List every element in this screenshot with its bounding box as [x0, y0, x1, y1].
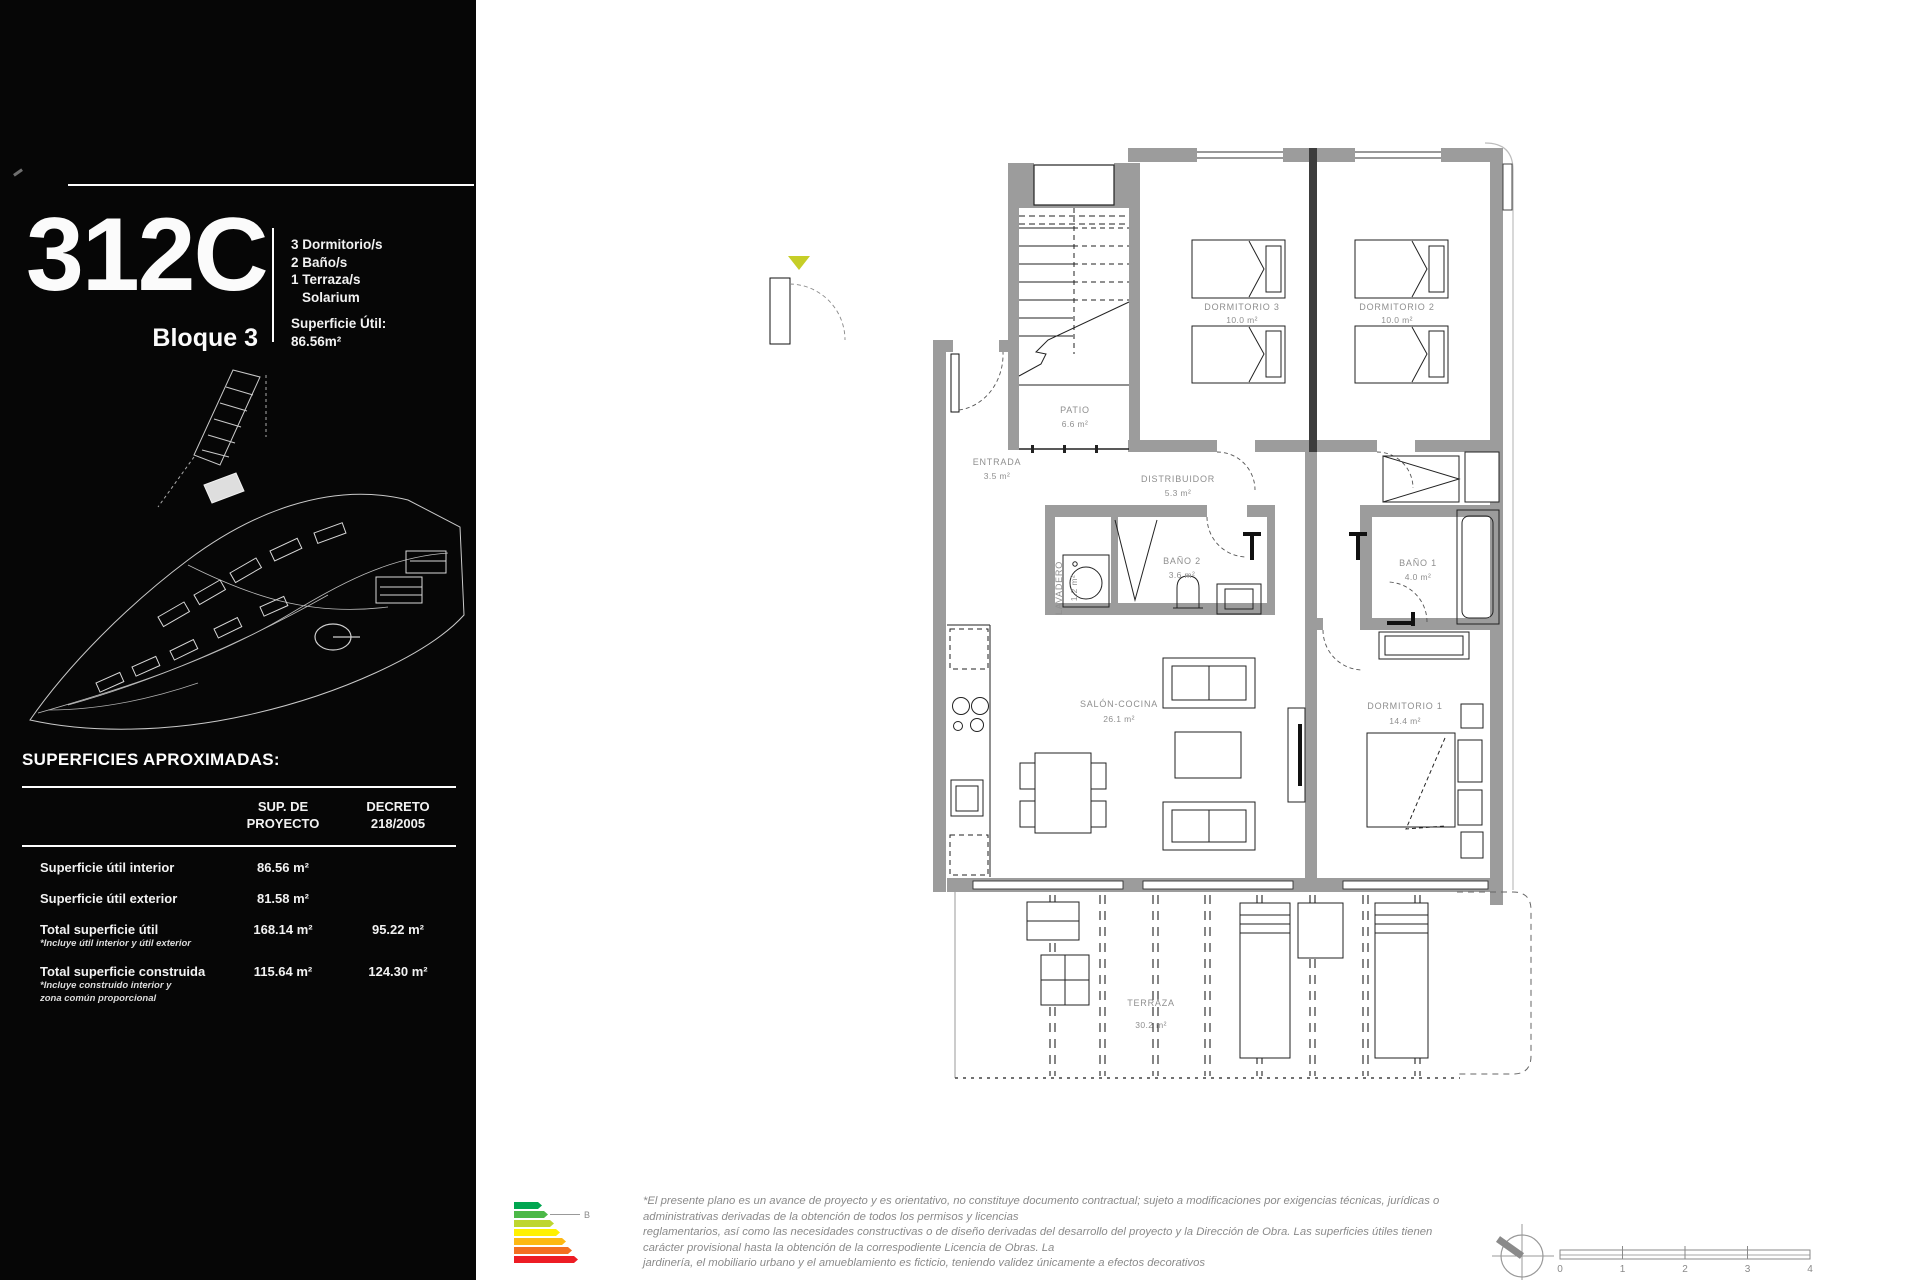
sidebar	[0, 0, 476, 1280]
duct-box	[1034, 165, 1114, 205]
site-plan-illustration	[8, 365, 468, 755]
svg-text:3: 3	[1744, 1264, 1751, 1275]
survey-marker	[315, 624, 360, 650]
surface-util-title: Superficie Útil:	[291, 316, 387, 331]
solarium-outline	[1457, 892, 1531, 1074]
wall-bedroom-divider	[1309, 148, 1317, 452]
feature-solarium: Solarium	[302, 289, 360, 305]
entry-door	[951, 352, 1003, 412]
hall-wardrobe	[1383, 452, 1499, 502]
level-marker-icon	[788, 256, 810, 270]
disclaimer-text: *El presente plano es un avance de proyecto y es orientativo, no constituye documento contractual; sujeto a modificaciones por exigencias técnicas, jurídicas o administrativas derivadas de la obtención de todos los permisos y licencias reglamentarios, así como las necesidades constructivas o de diseño derivadas del desarrollo del proyecto y la Dirección de Obra. Las superficies útiles tienen carácter provisional hasta la obtención de la correspodiente Licencia de Obras. La jardinería, el mobiliario urbano y el amueblamiento es ficticio, teniendo validez únicamente a efectos decorativos	[643, 1195, 1440, 1270]
feature-bathrooms: 2 Baño/s	[291, 254, 348, 270]
energy-bars	[514, 1202, 578, 1263]
surface-util-value: 86.56m²	[291, 334, 342, 349]
column-header-decree: DECRETO 218/2005	[366, 799, 430, 831]
table-row-note: *Incluye útil interior y útil exterior	[40, 938, 191, 949]
room-label-lavadero: LAVADERO	[1054, 560, 1064, 616]
table-row-note: zona común proporcional	[40, 993, 157, 1004]
table-row-value: 124.30 m²	[368, 964, 428, 979]
tv-screen	[1298, 724, 1302, 786]
room-label-patio: PATIO	[1060, 405, 1090, 415]
room-label-banio2: BAÑO 2	[1163, 556, 1201, 566]
room-label-banio1: BAÑO 1	[1399, 558, 1437, 568]
room-label-dormitorio3: DORMITORIO 3	[1204, 302, 1280, 312]
compass-icon	[1486, 1218, 1558, 1280]
patio-glazing	[1019, 445, 1129, 453]
room-label-dormitorio2: DORMITORIO 2	[1359, 302, 1435, 312]
block-label: Bloque 3	[152, 324, 258, 352]
svg-text:4: 4	[1807, 1264, 1813, 1275]
table-row-value: 86.56 m²	[256, 860, 310, 875]
svg-text:5.3 m²: 5.3 m²	[1164, 488, 1192, 498]
svg-text:1.2 m²: 1.2 m²	[1069, 574, 1079, 602]
room-label-dormitorio1: DORMITORIO 1	[1367, 701, 1443, 711]
surface-util	[291, 315, 386, 351]
energy-rating-icon	[514, 1202, 594, 1270]
svg-text:1: 1	[1619, 1264, 1626, 1275]
svg-text:10.0 m²: 10.0 m²	[1226, 315, 1258, 325]
table-row-value: 81.58 m²	[256, 891, 310, 906]
svg-text:6.6 m²: 6.6 m²	[1061, 419, 1089, 429]
svg-text:3.5 m²: 3.5 m²	[983, 471, 1011, 481]
table-row-label: Superficie útil exterior	[40, 891, 178, 906]
living-furniture	[1020, 658, 1305, 850]
svg-text:26.1 m²: 26.1 m²	[1103, 714, 1135, 724]
unit-features	[291, 236, 383, 306]
feature-terrace: 1 Terraza/s	[291, 272, 361, 287]
corner-mark	[13, 168, 23, 176]
table-title: SUPERFICIES APROXIMADAS:	[22, 750, 280, 769]
table-rule-top	[22, 786, 456, 788]
svg-text:14.4 m²: 14.4 m²	[1389, 716, 1421, 726]
terrace	[955, 892, 1531, 1078]
unit-code: 312C	[26, 197, 267, 313]
table-row-value: 115.64 m²	[253, 964, 313, 979]
staircase	[1019, 208, 1129, 385]
table-row-label: Total superficie construida	[40, 964, 206, 979]
room-label-terraza: TERRAZA	[1127, 998, 1175, 1008]
header-divider-line	[68, 184, 474, 186]
kitchen-counter	[947, 625, 990, 877]
exterior-landing-door	[770, 278, 845, 344]
feature-bedrooms: 3 Dormitorio/s	[291, 237, 383, 252]
table-row-value: 168.14 m²	[253, 922, 313, 937]
svg-text:2: 2	[1682, 1264, 1688, 1275]
table-row-label: Superficie útil interior	[40, 860, 175, 875]
highlighted-building	[204, 473, 244, 503]
dormitorio1-furniture	[1367, 632, 1483, 858]
vertical-divider	[272, 228, 274, 342]
banio2-fixtures	[1115, 520, 1261, 614]
banio1-bathtub	[1457, 510, 1499, 624]
table-row-note: *Incluye construido interior y	[40, 980, 172, 991]
svg-text:3.6 m²: 3.6 m²	[1168, 570, 1196, 580]
svg-text:0: 0	[1557, 1264, 1563, 1275]
column-header-project: SUP. DE PROYECTO	[246, 799, 320, 831]
scale-bar	[1554, 1244, 1830, 1278]
room-label-entrada: ENTRADA	[972, 457, 1022, 467]
table-rule-header	[22, 845, 456, 847]
floor-plan	[745, 140, 1555, 1090]
energy-rating-letter: B	[584, 1210, 591, 1220]
svg-text:30.2 m²: 30.2 m²	[1135, 1020, 1167, 1030]
scale-numbers	[1557, 1264, 1813, 1275]
svg-text:10.0 m²: 10.0 m²	[1381, 315, 1413, 325]
table-row-value: 95.22 m²	[371, 922, 425, 937]
room-label-salon: SALÓN-COCINA	[1079, 699, 1159, 709]
room-label-distribuidor: DISTRIBUIDOR	[1140, 474, 1216, 484]
svg-text:4.0 m²: 4.0 m²	[1404, 572, 1432, 582]
table-row-label: Total superficie útil	[40, 922, 159, 937]
walls	[933, 148, 1503, 905]
